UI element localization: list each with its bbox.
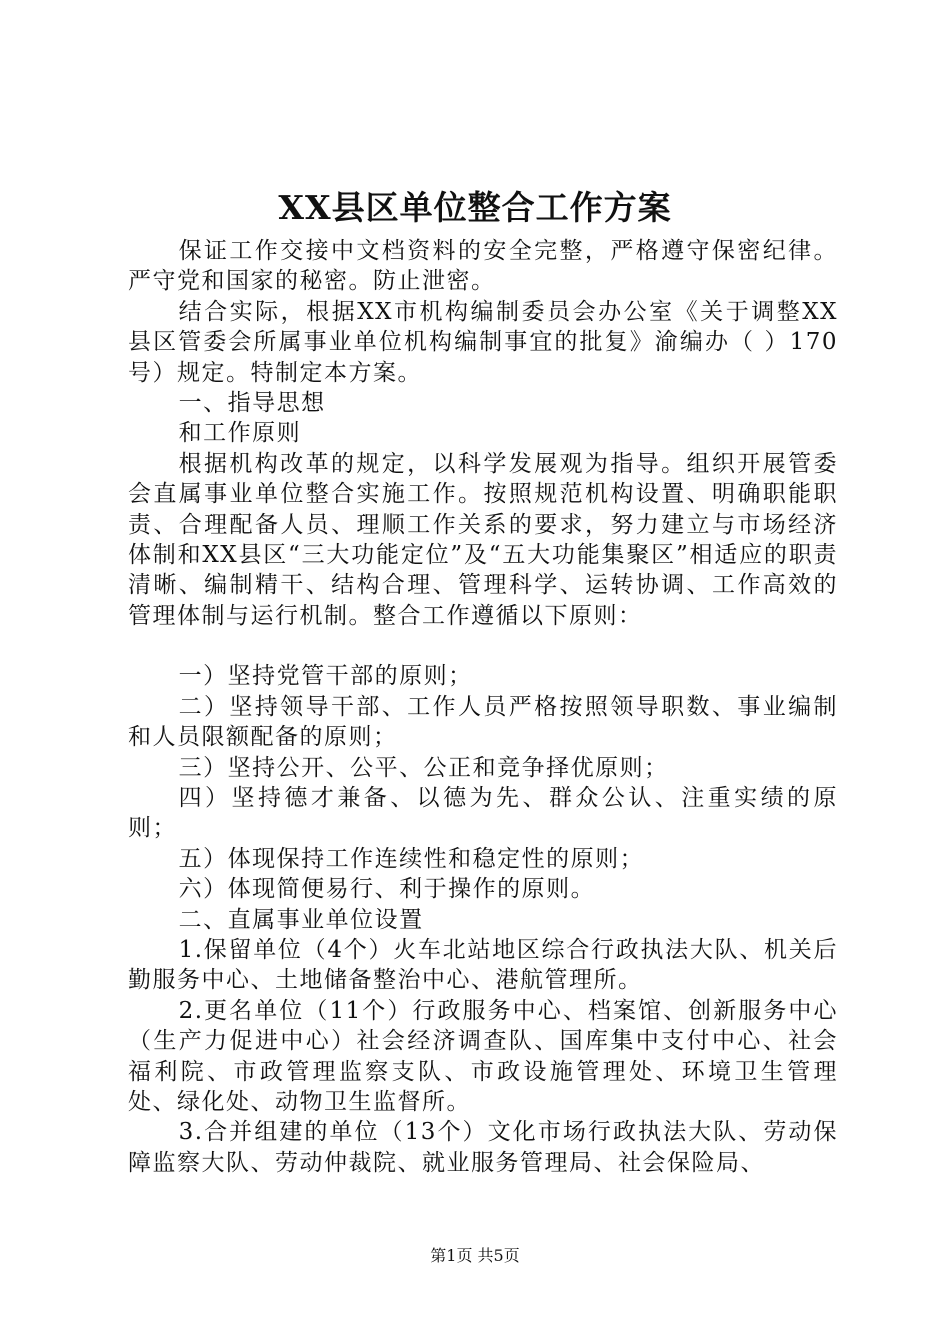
page-footer: 第1页 共5页 (430, 1246, 520, 1265)
heading-guiding-thought: 一、指导思想 (178, 390, 326, 417)
principle-item: 四）坚持德才兼备、以德为先、群众公认、注重实绩的原则； (128, 784, 838, 842)
paragraph-confidentiality: 保证工作交接中文档资料的安全完整，严格遵守保密纪律。严守党和国家的秘密。防止泄密。 (128, 238, 838, 295)
paragraph-merged-units: 3.合并组建的单位（13个）文化市场行政执法大队、劳动保障监察大队、劳动仲裁院、就业服务管理局、社会保险局、 (128, 1119, 838, 1176)
paragraph-guidance: 根据机构改革的规定，以科学发展观为指导。组织开展管委会直属事业单位整合实施工作。按照规范机构设置、明确职能职责、合理配备人员、理顺工作关系的要求，努力建立与市场经济体制和XX县区“三大功能定位”及“五大功能集聚区”相适应的职责清晰、编制精干、结构合理、管理科学、运转协调、工作高效的管理体制与运行机制。整合工作遵循以下原则： (128, 450, 838, 629)
heading-unit-setup: 二、直属事业单位设置 (178, 906, 424, 933)
principle-item: 五）体现保持工作连续性和稳定性的原则； (178, 845, 645, 872)
principle-item: 六）体现简便易行、利于操作的原则。 (178, 876, 596, 903)
heading-work-principles: 和工作原则 (178, 420, 302, 447)
paragraph-renamed-units: 2.更名单位（11个）行政服务中心、档案馆、创新服务中心（生产力促进中心）社会经济调查队、国库集中支付中心、社会福利院、市政管理监察支队、市政设施管理处、环境卫生管理处、绿化处、动物卫生监督所。 (128, 997, 838, 1115)
paragraph-retained-units: 1.保留单位（4个）火车北站地区综合行政执法大队、机关后勤服务中心、土地储备整治中心、港航管理所。 (128, 936, 838, 994)
principle-item: 二）坚持领导干部、工作人员严格按照领导职数、事业编制和人员限额配备的原则； (128, 693, 838, 751)
principle-item: 一）坚持党管干部的原则； (178, 663, 473, 690)
paragraph-basis: 结合实际，根据XX市机构编制委员会办公室《关于调整XX县区管委会所属事业单位机构编制事宜的批复》渝编办（ ）170号）规定。特制定本方案。 (128, 298, 838, 386)
document-body (128, 236, 838, 1178)
principle-item: 三）坚持公开、公平、公正和竞争择优原则； (178, 754, 669, 781)
document-title: XX县区单位整合工作方案 (278, 188, 672, 227)
